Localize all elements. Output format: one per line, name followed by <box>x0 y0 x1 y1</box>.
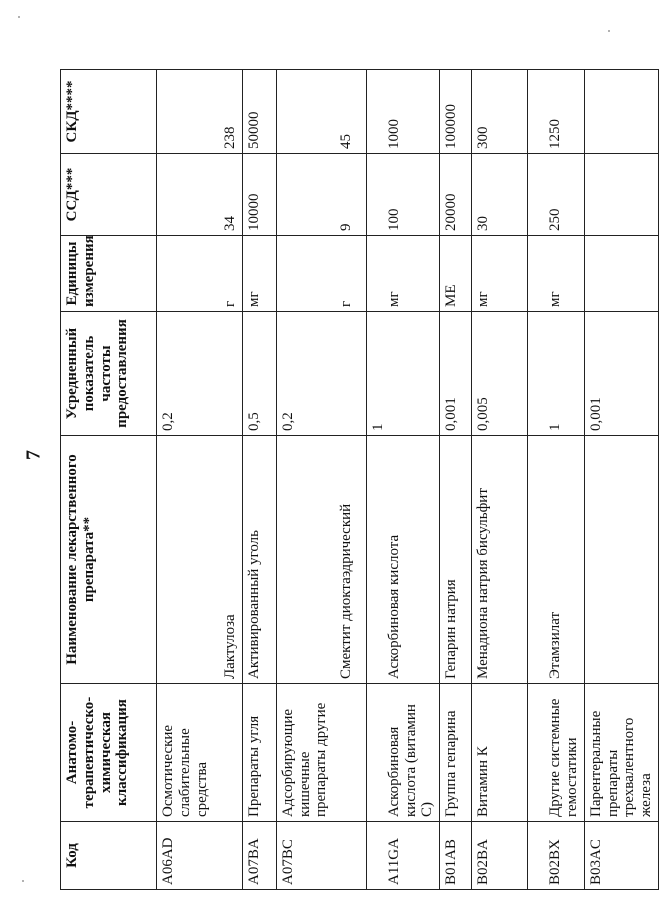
unit-cell: г <box>276 236 366 312</box>
unit-cell: мг <box>242 236 276 312</box>
table-row <box>276 70 366 890</box>
scan-speck <box>18 16 20 18</box>
ssd-cell: 250 <box>528 154 585 236</box>
atc-cell: Аскорбиновая кислота (витамин С) <box>366 684 439 822</box>
drug-cell: Аскорбиновая кислота <box>366 436 439 684</box>
atc-cell: Группа гепарина <box>440 684 472 822</box>
skd-cell <box>584 70 658 154</box>
unit-cell: мг <box>366 236 439 312</box>
page-number: 7 <box>22 450 45 460</box>
freq-cell: 1 <box>528 312 585 436</box>
unit-cell <box>584 236 658 312</box>
ssd-cell: 100 <box>366 154 439 236</box>
freq-cell: 0,5 <box>242 312 276 436</box>
atc-cell: Парентеральные препараты трехвалентного железа <box>584 684 658 822</box>
atc-cell: Осмотические слабительные средства <box>157 684 243 822</box>
code-cell: B03AC <box>584 822 658 890</box>
ssd-cell: 9 <box>276 154 366 236</box>
ssd-cell: 30 <box>472 154 528 236</box>
drug-cell: Менадиона натрия бисульфит <box>472 436 528 684</box>
header-code: Код <box>61 822 157 890</box>
freq-cell: 0,005 <box>472 312 528 436</box>
table-row <box>242 70 276 890</box>
skd-cell: 238 <box>157 70 243 154</box>
header-frequency: Усредненный показатель частоты предоставления <box>61 312 157 436</box>
skd-cell: 45 <box>276 70 366 154</box>
freq-cell: 0,001 <box>440 312 472 436</box>
atc-cell: Адсорбирующие кишечные препараты другие <box>276 684 366 822</box>
ssd-cell: 34 <box>157 154 243 236</box>
skd-cell: 100000 <box>440 70 472 154</box>
header-drug: Наименование лекарственного препарата** <box>61 436 157 684</box>
freq-cell: 0,2 <box>276 312 366 436</box>
code-cell: A07BA <box>242 822 276 890</box>
unit-cell: МЕ <box>440 236 472 312</box>
skd-cell: 1250 <box>528 70 585 154</box>
table-row <box>157 70 243 890</box>
drug-table <box>60 69 659 890</box>
ssd-cell: 20000 <box>440 154 472 236</box>
code-cell: B02BX <box>528 822 585 890</box>
skd-cell: 50000 <box>242 70 276 154</box>
header-skd: СКД**** <box>61 70 157 154</box>
unit-cell: г <box>157 236 243 312</box>
scan-speck <box>608 30 610 32</box>
code-cell: A06AD <box>157 822 243 890</box>
rotated-table-container <box>60 70 655 890</box>
code-cell: B02BA <box>472 822 528 890</box>
ssd-cell <box>584 154 658 236</box>
freq-cell: 1 <box>366 312 439 436</box>
freq-cell: 0,001 <box>584 312 658 436</box>
ssd-cell: 10000 <box>242 154 276 236</box>
header-ssd: ССД*** <box>61 154 157 236</box>
table-row <box>440 70 472 890</box>
drug-cell: Этамзилат <box>528 436 585 684</box>
skd-cell: 300 <box>472 70 528 154</box>
skd-cell: 1000 <box>366 70 439 154</box>
drug-cell: Гепарин натрия <box>440 436 472 684</box>
drug-cell <box>584 436 658 684</box>
drug-cell: Активированный уголь <box>242 436 276 684</box>
unit-cell: мг <box>472 236 528 312</box>
code-cell: A11GA <box>366 822 439 890</box>
freq-cell: 0,2 <box>157 312 243 436</box>
header-atc: Анатомо-терапевтическо-химическая классификация <box>61 684 157 822</box>
table-row <box>528 70 585 890</box>
drug-cell: Лактулоза <box>157 436 243 684</box>
table-row <box>366 70 439 890</box>
atc-cell: Витамин К <box>472 684 528 822</box>
code-cell: A07BC <box>276 822 366 890</box>
unit-cell: мг <box>528 236 585 312</box>
atc-cell: Другие системные гемостатики <box>528 684 585 822</box>
table-row <box>472 70 528 890</box>
scan-speck <box>22 880 24 882</box>
drug-cell: Смектит диоктаэдрический <box>276 436 366 684</box>
atc-cell: Препараты угля <box>242 684 276 822</box>
table-row <box>584 70 658 890</box>
header-unit: Единицы измерения <box>61 236 157 312</box>
code-cell: B01AB <box>440 822 472 890</box>
